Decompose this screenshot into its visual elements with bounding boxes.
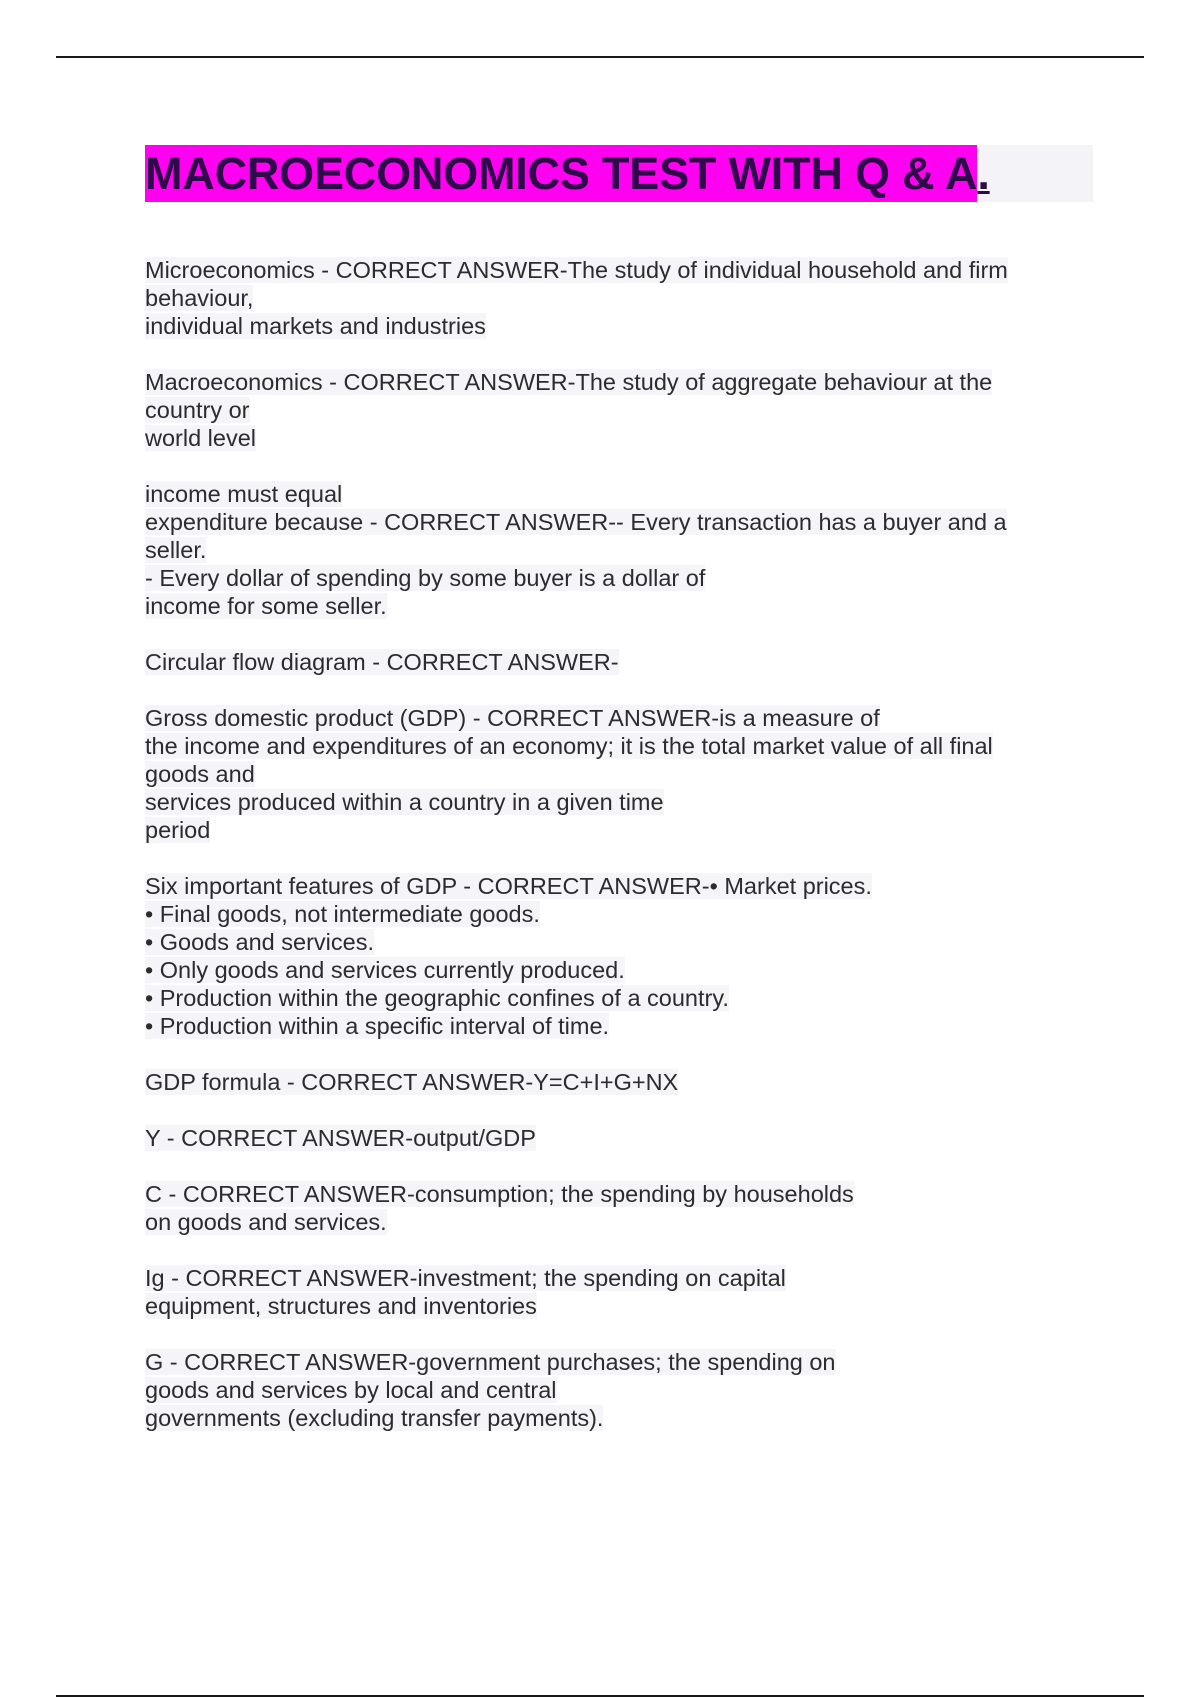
top-rule <box>56 56 1144 58</box>
qa-entry-line <box>145 1012 1065 1040</box>
qa-entry-line <box>145 396 1065 424</box>
qa-entry-line <box>145 956 1065 984</box>
qa-entry-text: on goods and services. <box>145 1209 387 1235</box>
qa-entry-text: GDP formula - CORRECT ANSWER-Y=C+I+G+NX <box>145 1069 679 1095</box>
qa-entry-line <box>145 1348 1065 1376</box>
qa-entry-line <box>145 312 1065 340</box>
qa-entry-line <box>145 284 1065 312</box>
qa-entry-line <box>145 1264 1065 1292</box>
qa-entry-text: income for some seller. <box>145 593 387 619</box>
qa-entry-text: period <box>145 817 211 843</box>
qa-entry-line <box>145 564 1065 592</box>
qa-entry-text: Gross domestic product (GDP) - CORRECT ANSWER-is a measure of <box>145 705 880 731</box>
qa-entry-text: Macroeconomics - CORRECT ANSWER-The study of aggregate behaviour at the <box>145 369 993 395</box>
qa-entry <box>145 1180 1065 1236</box>
qa-entry-text: the income and expenditures of an economy; it is the total market value of all final <box>145 733 993 759</box>
qa-entry-text: • Production within the geographic confines of a country. <box>145 985 729 1011</box>
qa-entry <box>145 256 1065 340</box>
qa-entry-text: • Only goods and services currently produced. <box>145 957 625 983</box>
qa-entry <box>145 704 1065 844</box>
qa-entry-text: G - CORRECT ANSWER-government purchases; the spending on <box>145 1349 836 1375</box>
title-trailing-period: . <box>977 148 990 199</box>
qa-list <box>145 256 1065 1460</box>
qa-entry <box>145 1264 1065 1320</box>
qa-entry <box>145 368 1065 452</box>
title-highlighted-text: MACROECONOMICS TEST WITH Q & A <box>145 145 977 202</box>
qa-entry-text: goods and services by local and central <box>145 1377 557 1403</box>
qa-entry-text: income must equal <box>145 481 343 507</box>
qa-entry-line <box>145 1180 1065 1208</box>
qa-entry-text: services produced within a country in a given time <box>145 789 664 815</box>
qa-entry-line <box>145 704 1065 732</box>
qa-entry-line <box>145 648 1065 676</box>
qa-entry-text: individual markets and industries <box>145 313 486 339</box>
qa-entry-text: C - CORRECT ANSWER-consumption; the spending by households <box>145 1181 854 1207</box>
qa-entry-line <box>145 984 1065 1012</box>
qa-entry-line <box>145 1292 1065 1320</box>
qa-entry-line <box>145 928 1065 956</box>
qa-entry-text: goods and <box>145 761 255 787</box>
qa-entry-line <box>145 1208 1065 1236</box>
qa-entry-line <box>145 480 1065 508</box>
qa-entry <box>145 1124 1065 1152</box>
qa-entry-text: Six important features of GDP - CORRECT ANSWER-• Market prices. <box>145 873 872 899</box>
qa-entry-line <box>145 1124 1065 1152</box>
qa-entry-text: • Final goods, not intermediate goods. <box>145 901 540 927</box>
qa-entry-line <box>145 508 1065 536</box>
qa-entry-text: seller. <box>145 537 207 563</box>
qa-entry-line <box>145 900 1065 928</box>
qa-entry-text: country or <box>145 397 250 423</box>
qa-entry-text: • Goods and services. <box>145 929 374 955</box>
qa-entry-line <box>145 1376 1065 1404</box>
qa-entry-line <box>145 592 1065 620</box>
qa-entry <box>145 648 1065 676</box>
qa-entry-text: world level <box>145 425 257 451</box>
qa-entry <box>145 1348 1065 1432</box>
qa-entry-line <box>145 1404 1065 1432</box>
qa-entry <box>145 872 1065 1040</box>
qa-entry-line <box>145 788 1065 816</box>
qa-entry-line <box>145 760 1065 788</box>
qa-entry-line <box>145 872 1065 900</box>
qa-entry-text: Circular flow diagram - CORRECT ANSWER- <box>145 649 619 675</box>
qa-entry-line <box>145 1068 1065 1096</box>
qa-entry-line <box>145 816 1065 844</box>
qa-entry <box>145 1068 1065 1096</box>
qa-entry-text: governments (excluding transfer payments). <box>145 1405 604 1431</box>
qa-entry-line <box>145 424 1065 452</box>
bottom-rule <box>56 1695 1144 1697</box>
qa-entry-text: Microeconomics - CORRECT ANSWER-The study of individual household and firm <box>145 257 1008 283</box>
qa-entry-text: Y - CORRECT ANSWER-output/GDP <box>145 1125 536 1151</box>
title-block <box>145 145 1093 202</box>
qa-entry-text: equipment, structures and inventories <box>145 1293 537 1319</box>
qa-entry-line <box>145 732 1065 760</box>
qa-entry-text: • Production within a specific interval of time. <box>145 1013 610 1039</box>
page-title <box>145 145 990 202</box>
qa-entry-line <box>145 536 1065 564</box>
qa-entry <box>145 480 1065 620</box>
qa-entry-text: - Every dollar of spending by some buyer is a dollar of <box>145 565 706 591</box>
qa-entry-text: expenditure because - CORRECT ANSWER-- Every transaction has a buyer and a <box>145 509 1007 535</box>
qa-entry-line <box>145 256 1065 284</box>
qa-entry-text: behaviour, <box>145 285 254 311</box>
qa-entry-line <box>145 368 1065 396</box>
qa-entry-text: Ig - CORRECT ANSWER-investment; the spending on capital <box>145 1265 786 1291</box>
